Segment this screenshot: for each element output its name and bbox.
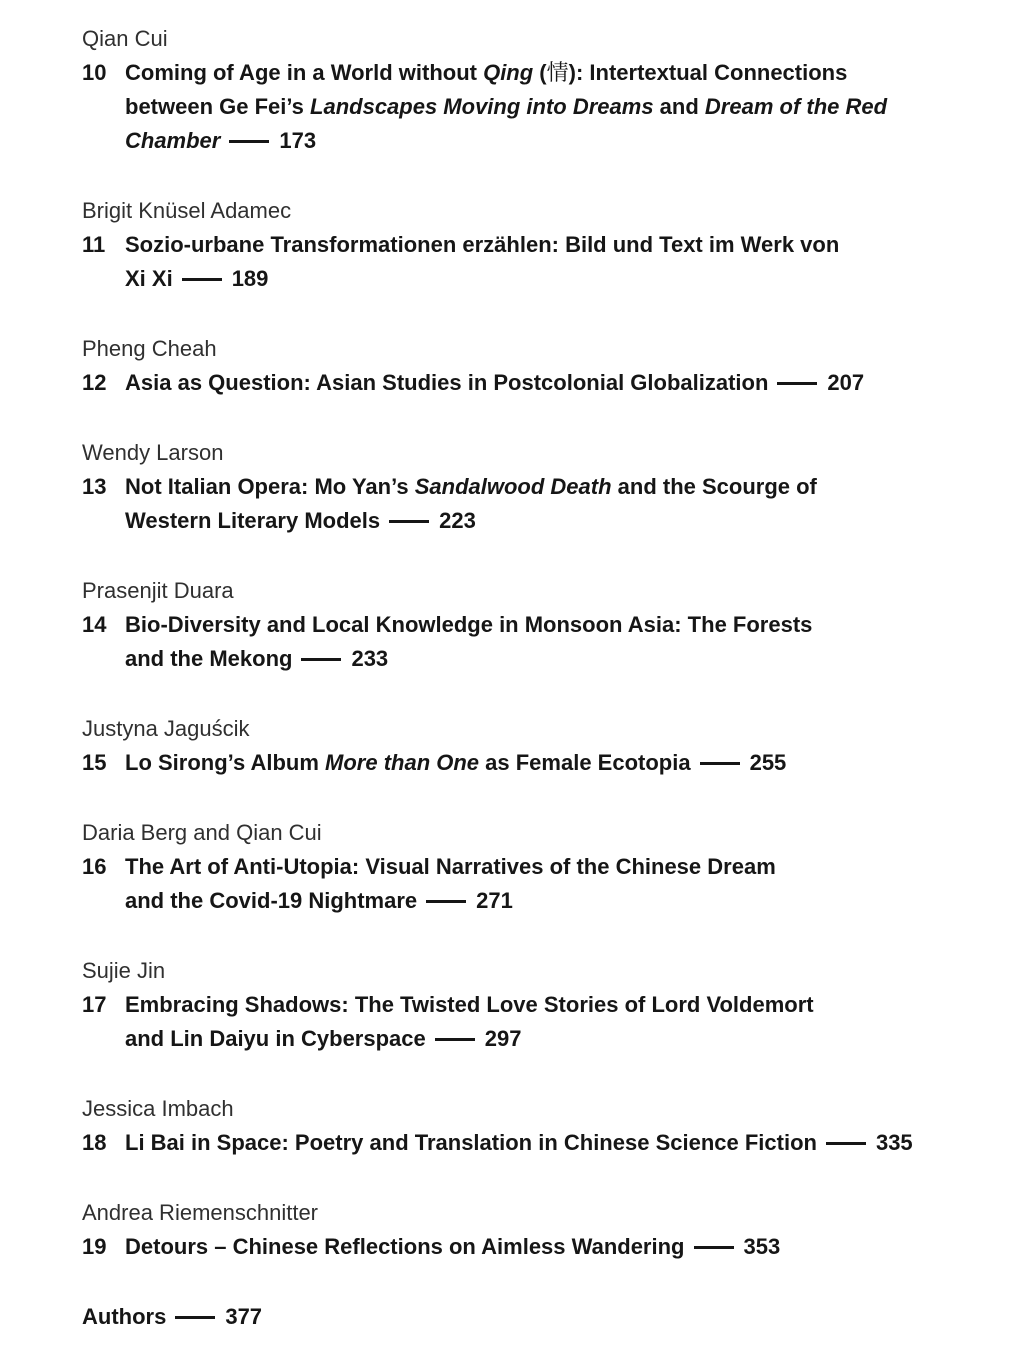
title-line	[125, 262, 973, 296]
toc-entry	[82, 816, 973, 918]
entry-number: 14	[82, 612, 107, 637]
toc-entry	[82, 436, 973, 538]
title-line	[125, 228, 973, 262]
title-segment: Western Literary Models	[125, 508, 381, 533]
entry-author: Pheng Cheah	[82, 336, 217, 361]
page-number: 271	[476, 888, 513, 913]
title-line	[125, 884, 973, 918]
title-segment: Li Bai in Space: Poetry and Translation in Chinese Science Fiction	[125, 1130, 817, 1155]
entry-author: Brigit Knüsel Adamec	[82, 198, 292, 223]
title-line	[125, 470, 973, 504]
title-segment: 情	[546, 60, 569, 85]
entry-number: 13	[82, 474, 107, 499]
entry-chapter	[82, 850, 973, 918]
title-segment: and the Mekong	[125, 646, 293, 671]
entry-author: Wendy Larson	[82, 440, 224, 465]
page-dash	[826, 1142, 866, 1145]
title-segment: and the Scourge of	[611, 474, 817, 499]
title-segment: Dream of the Red	[704, 94, 888, 119]
entry-title	[125, 850, 973, 918]
toc-entry	[82, 1092, 973, 1160]
entry-author: Justyna Jaguścik	[82, 716, 250, 741]
entry-title	[125, 746, 973, 780]
entry-chapter	[82, 1126, 973, 1160]
title-segment: between Ge Fei’s	[125, 94, 311, 119]
title-line	[125, 850, 973, 884]
toc-entries	[82, 22, 973, 1264]
entry-chapter	[82, 56, 973, 158]
toc-entry	[82, 22, 973, 158]
entry-number: 10	[82, 60, 107, 85]
toc-entry	[82, 954, 973, 1056]
title-segment: Chamber	[125, 128, 221, 153]
entry-chapter	[82, 228, 973, 296]
page-dash	[229, 140, 269, 143]
title-line	[125, 504, 973, 538]
entry-chapter	[82, 470, 973, 538]
entry-number: 12	[82, 370, 107, 395]
authors-entry	[82, 1300, 973, 1334]
page-dash	[426, 900, 466, 903]
title-segment: Bio-Diversity and Local Knowledge in Monsoon Asia: The Forests	[125, 612, 813, 637]
title-segment: Coming of Age in a World without	[125, 60, 484, 85]
title-segment: and Lin Daiyu in Cyberspace	[125, 1026, 426, 1051]
title-segment: Asia as Question: Asian Studies in Postcolonial Globalization	[125, 370, 769, 395]
page-number: 377	[225, 1304, 263, 1329]
title-segment: and	[653, 94, 705, 119]
entry-author: Jessica Imbach	[82, 1096, 234, 1121]
entry-title	[125, 228, 973, 296]
title-segment: and the Covid-19 Nightmare	[125, 888, 418, 913]
title-line	[125, 746, 973, 780]
entry-author: Prasenjit Duara	[82, 578, 234, 603]
title-line	[125, 124, 973, 158]
title-segment: ): Intertextual Connections	[568, 60, 848, 85]
entry-author: Qian Cui	[82, 26, 168, 51]
title-segment: Qing	[483, 60, 534, 85]
toc-entry	[82, 712, 973, 780]
title-line	[125, 1022, 973, 1056]
entry-author: Andrea Riemenschnitter	[82, 1200, 319, 1225]
toc-entry	[82, 332, 973, 400]
page-dash	[700, 762, 740, 765]
page-number: 207	[827, 370, 865, 395]
entry-chapter	[82, 608, 973, 676]
entry-title	[125, 1126, 973, 1160]
entry-title	[125, 1230, 973, 1264]
page-dash	[175, 1316, 215, 1319]
title-segment: as Female Ecotopia	[479, 750, 691, 775]
entry-number: 11	[82, 232, 106, 257]
entry-chapter	[82, 746, 973, 780]
entry-chapter	[82, 1230, 973, 1264]
title-line	[125, 56, 973, 90]
page-number: 353	[743, 1234, 781, 1259]
entry-number: 19	[82, 1234, 107, 1259]
entry-author: Sujie Jin	[82, 958, 166, 983]
title-line	[125, 608, 973, 642]
title-segment: Landscapes Moving into Dreams	[310, 94, 654, 119]
entry-title	[125, 366, 973, 400]
title-line	[125, 1126, 973, 1160]
title-line	[125, 642, 973, 676]
entry-number: 18	[82, 1130, 107, 1155]
entry-chapter	[82, 988, 973, 1056]
title-line	[125, 90, 973, 124]
page-number: 173	[279, 128, 317, 153]
page-number: 297	[484, 1026, 522, 1051]
page-dash	[694, 1246, 734, 1249]
title-segment: Embracing Shadows: The Twisted Love Stories of Lord Voldemort	[125, 992, 814, 1017]
entry-number: 15	[82, 750, 107, 775]
entry-author: Daria Berg and Qian Cui	[82, 820, 322, 845]
title-segment: (	[533, 60, 547, 85]
title-segment: Detours – Chinese Reflections on Aimless Wandering	[125, 1234, 685, 1259]
title-segment: Sandalwood Death	[414, 474, 612, 499]
title-line	[125, 1230, 973, 1264]
title-segment: Lo Sirong’s Album	[125, 750, 326, 775]
page-number: 255	[749, 750, 787, 775]
entry-chapter	[82, 366, 973, 400]
title-line	[125, 366, 973, 400]
title-segment: Not Italian Opera: Mo Yan’s	[125, 474, 415, 499]
page-number: 233	[351, 646, 389, 671]
title-segment: More than One	[325, 750, 480, 775]
page-number: 335	[875, 1130, 913, 1155]
title-segment: Xi Xi	[125, 266, 173, 291]
page-number: 223	[439, 508, 476, 533]
entry-title	[125, 988, 973, 1056]
page-dash	[435, 1038, 475, 1041]
entry-title	[125, 608, 973, 676]
entry-number: 16	[82, 854, 107, 879]
page-dash	[389, 520, 429, 523]
authors-label: Authors	[82, 1304, 167, 1329]
page-number: 189	[231, 266, 269, 291]
page-dash	[777, 382, 817, 385]
title-segment: The Art of Anti-Utopia: Visual Narratives of the Chinese Dream	[125, 854, 776, 879]
page-dash	[182, 278, 222, 281]
title-segment: Sozio-urbane Transformationen erzählen: Bild und Text im Werk von	[125, 232, 840, 257]
toc-entry	[82, 194, 973, 296]
page-dash	[301, 658, 341, 661]
entry-number: 17	[82, 992, 107, 1017]
toc-entry	[82, 574, 973, 676]
title-line	[125, 988, 973, 1022]
entry-title	[125, 56, 973, 158]
entry-title	[125, 470, 973, 538]
toc-entry	[82, 1196, 973, 1264]
